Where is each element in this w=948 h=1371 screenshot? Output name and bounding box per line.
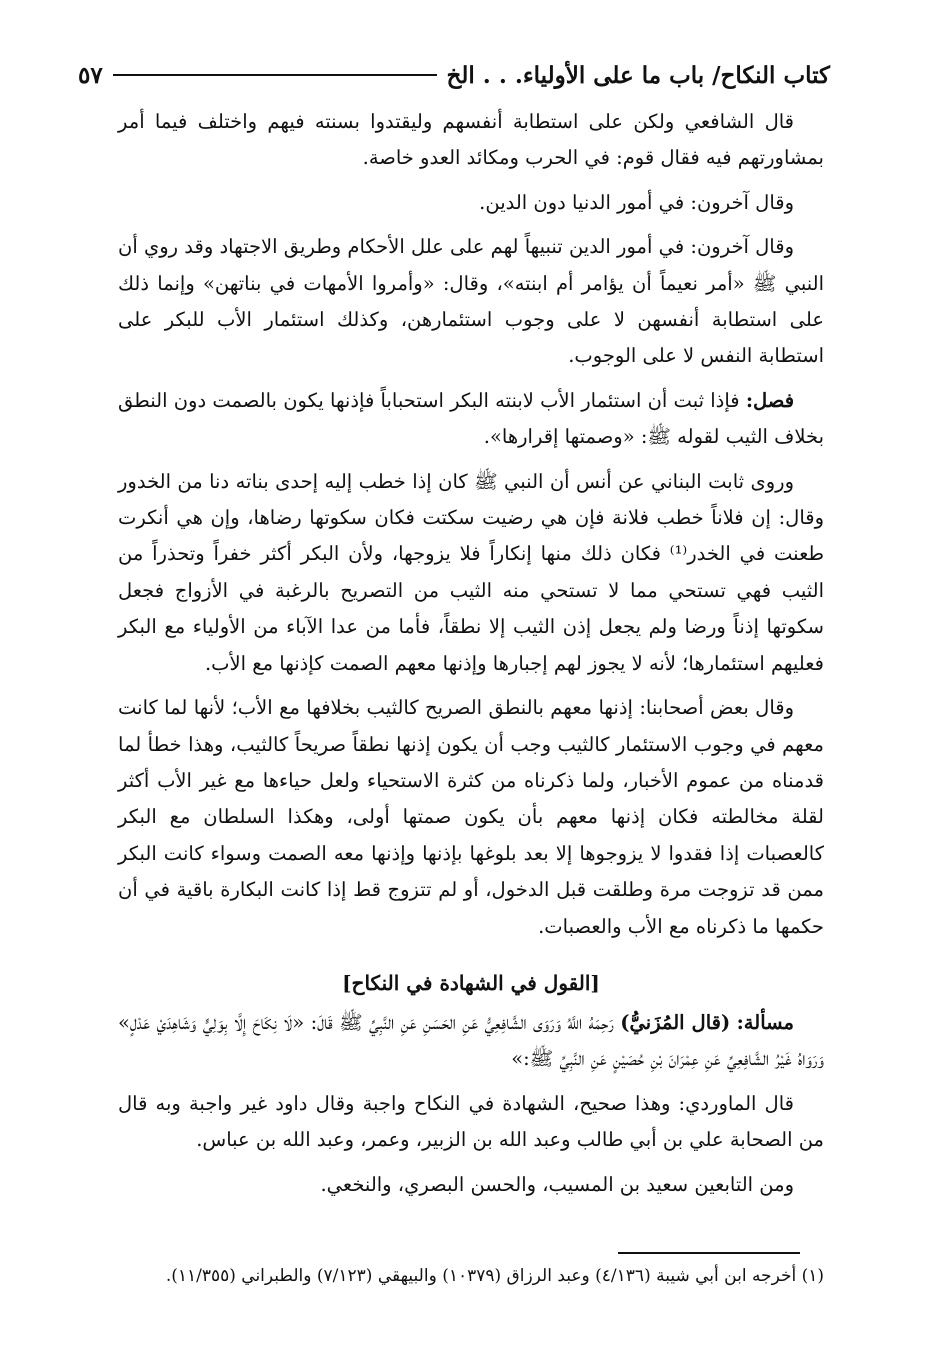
- masala-paragraph: [118, 1005, 824, 1078]
- header-title: كتاب النكاح/ باب ما على الأولياء. . . الخ: [446, 61, 830, 89]
- paragraph: ومن التابعين سعيد بن المسيب، والحسن البصري، والنخعي.: [320, 1172, 794, 1196]
- main-text: [118, 104, 824, 1211]
- paragraph: وقال آخرون: في أمور الدين تنبيهاً لهم على علل الأحكام وطريق الاجتهاد وقد روي أن النبي ﷺ «أمر نعيماً أن يؤامر أم ابنته»، وقال: «وأمروا الأمهات في بناتهن» وإنما ذلك على استطابة أنفسهن لا على وجوب استئمارهن، وكذلك استئمار الأب للبكر على استطابة النفس لا على الوجوب.: [118, 235, 824, 368]
- header-rule: [113, 74, 437, 76]
- masala-text: رَحِمَهُ اللَّهُ وَرَوَى الشَّافِعِيُّ عَنِ الحَسَنِ عَنِ النَّبِيِّ ﷺ قَالَ: «لَا نِكَاحَ إِلَّا بِوَلِيٍّ وَشَاهِدَيْ عَدْلٍ» وَرَوَاهُ غَيْرُ الشَّافِعِيِّ عَنِ عِمْرَانَ بْنِ حُصَيْنٍ عَنِ النَّبِيِّ ﷺ:»: [118, 1010, 824, 1071]
- masala-label: مسألة:: [736, 1010, 794, 1034]
- paragraph: وقال بعض أصحابنا: إذنها معهم بالنطق الصريح كالثيب بخلافها مع الأب؛ لأنها لما كانت معهم في وجوب الاستئمار كالثيب وجب أن يكون إذنها نطقاً صريحاً كالثيب، وهذا خطأ لما قدمناه من عموم الأخبار، ولما ذكرناه من كثرة الاستحياء ولعل حياءها مع غير الأب أكثر لقلة مخالطته فكان إذنها معهم بأن يكون صمتها أولى، وهكذا السلطان مع البكر كالعصبات إذا فقدوا لا يزوجوها إلا بعد بلوغها بإذنها وإذنها معه الصمت وسواء كانت البكر ممن قد تزوجت مرة وطلقت قبل الدخول، أو لم تتزوج قط إذا كانت البكارة باقية في أن حكمها ما ذكرناه مع الأب والعصبات.: [118, 696, 824, 938]
- paragraph: وروى ثابت البناني عن أنس أن النبي ﷺ كان إذا خطب إليه إحدى بناته دنا من الخدور وقال: إن فلاناً خطب فلانة فإن هي رضيت سكتت فكان سكوتها رضاها، وإن هي أنكرت طعنت في الخدر⁽¹⁾ فكان ذلك منها إنكاراً فلا يزوجها، ولأن البكر أكثر خفراً وتحذراً من الثيب فهي تستحي مما لا تستحي منه الثيب من التصريح بالرغبة في الأزواج فجعل سكوتها إذناً ورضا ولم يجعل إذن الثيب إلا نطقاً، فأما من عدا الآباء من الأولياء مع البكر فعليهم استئمارها؛ لأنه لا يجوز لهم إجبارها وإذنها معهم الصمت كإذنها مع الأب.: [118, 469, 824, 675]
- fasl-label: فصل:: [745, 388, 795, 412]
- page-number: ٥٧: [78, 61, 103, 89]
- footnote: (١) أخرجه ابن أبي شيبة (٤/١٣٦) وعبد الرزاق (١٠٣٧٩) والبيهقي (٧/١٢٣) والطبراني (١١/٣٥٥).: [165, 1266, 824, 1286]
- paragraph: قال الماوردي: وهذا صحيح، الشهادة في النكاح واجبة وقال داود غير واجبة وبه قال من الصحابة علي بن أبي طالب وعبد الله بن الزبير، وعمر، وعبد الله بن عباس.: [118, 1091, 824, 1152]
- running-header: [78, 52, 830, 98]
- paragraph-fasl: فصل: فإذا ثبت أن استئمار الأب لابنته البكر استحباباً فإذنها يكون بالصمت دون النطق بخلاف الثيب لقوله ﷺ: «وصمتها إقرارها».: [118, 388, 824, 449]
- paragraph: وقال آخرون: في أمور الدنيا دون الدين.: [479, 190, 794, 214]
- section-heading: [القول في الشهادة في النكاح]: [342, 970, 600, 995]
- footnote-rule: [618, 1252, 800, 1254]
- masala-speaker: (قال المُزَنيُّ): [620, 1010, 731, 1034]
- paragraph: قال الشافعي ولكن على استطابة أنفسهم وليقتدوا بسنته فيهم واختلف فيما أمر بمشاورتهم فيه فقال قوم: في الحرب ومكائد العدو خاصة.: [118, 110, 824, 170]
